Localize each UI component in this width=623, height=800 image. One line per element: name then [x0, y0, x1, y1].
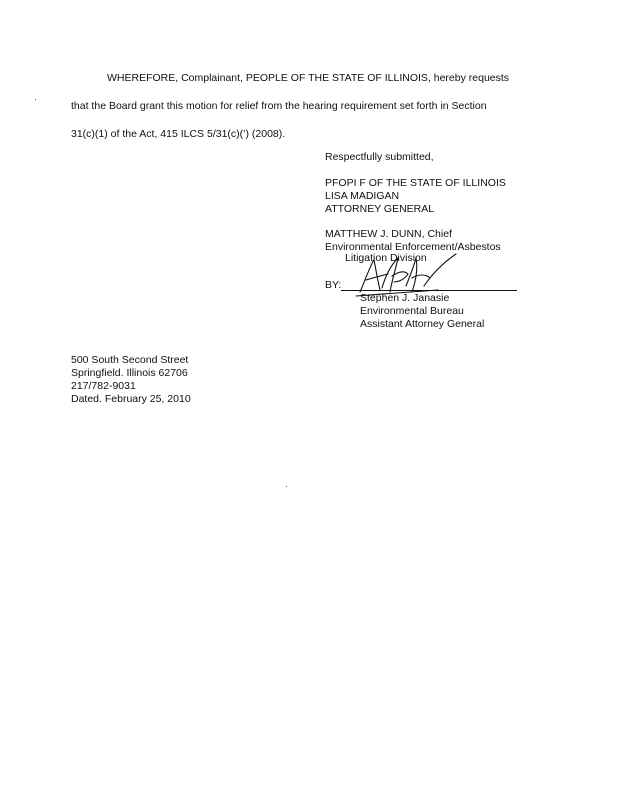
party-name: PFOPI F OF THE STATE OF ILLINOIS — [325, 177, 506, 189]
request-paragraph-line-2: that the Board grant this motion for relief from the hearing requirement set forth in Section — [71, 100, 487, 112]
request-paragraph-line-3: 31(c)(1) of the Act, 415 ILCS 5/31(c)(’) (2008). — [71, 128, 286, 140]
by-label: BY: — [325, 279, 342, 291]
signer-title: Assistant Attorney General — [360, 318, 485, 330]
date-line: Dated. February 25, 2010 — [71, 393, 191, 405]
scan-speck — [35, 99, 36, 100]
complainant-block — [325, 177, 506, 216]
division-line-1: Environmental Enforcement/Asbestos — [325, 241, 501, 253]
address-street: 500 South Second Street — [71, 354, 189, 366]
signer-bureau: Environmental Bureau — [360, 305, 464, 317]
closing-text: Respectfully submitted, — [325, 151, 434, 163]
request-paragraph-line-1: WHEREFORE, Complainant, PEOPLE OF THE STATE OF ILLINOIS, hereby requests — [107, 72, 510, 84]
address-phone: 217/782-9031 — [71, 380, 136, 392]
attorney-general-name: LISA MADIGAN — [325, 190, 400, 202]
scan-speck — [286, 486, 287, 487]
division-line-2: Litigation Division — [345, 252, 427, 264]
address-city: Springfield. Illinois 62706 — [71, 367, 188, 379]
signer-name: Stephen J. Janasie — [360, 292, 450, 304]
attorney-general-title: ATTORNEY GENERAL — [325, 203, 435, 215]
signer-block — [360, 292, 484, 331]
signature-line — [341, 290, 517, 291]
address-block — [71, 354, 191, 406]
chief-name: MATTHEW J. DUNN, Chief — [325, 228, 452, 240]
chief-block — [325, 228, 501, 254]
